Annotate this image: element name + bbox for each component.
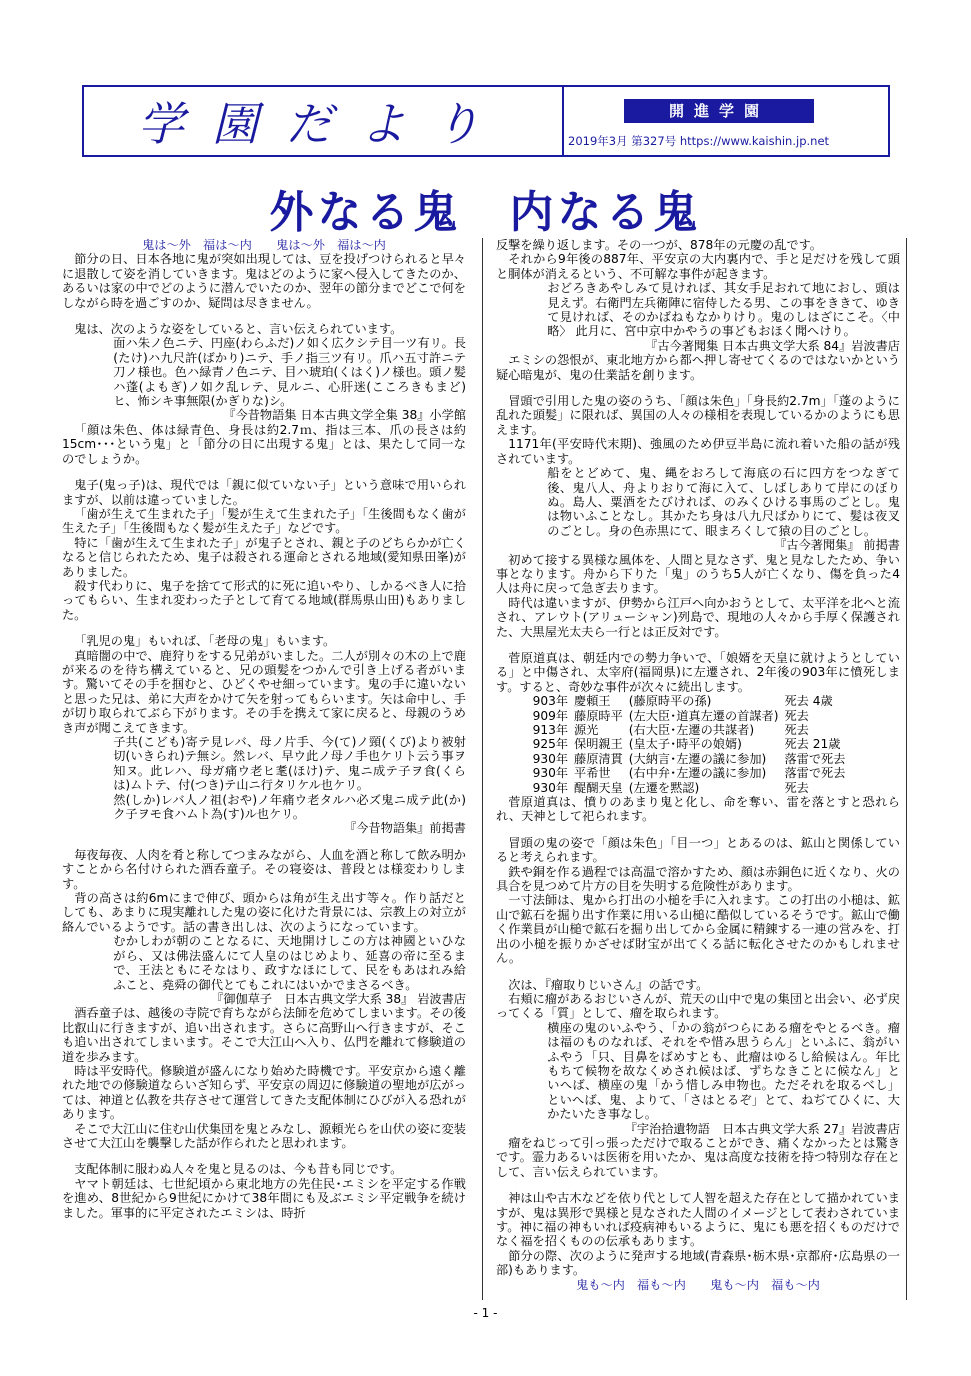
masthead xyxy=(82,85,890,157)
paragraph: それから9年後の887年、平安京の大内裏内で、手と足だけを残して頭と胴体が消えるという、不可解な事件が起きます。 xyxy=(496,252,900,281)
column-divider xyxy=(482,238,483,1300)
death-cell-d: 死去 4歳 xyxy=(784,694,833,709)
paragraph: 初めて接する異様な風体を、人間と見なさず、鬼と見なしたため、争い事となります。舟から下りた「鬼」のうち5人が亡くなり、傷を負った4人は舟に戻って急ぎ去ります。 xyxy=(496,552,900,596)
paragraph: 「顔は朱色、体は緑青色、身長は約2.7ｍ、指は三本、爪の長さは約15cm･･･という鬼」と「節分の日に出現する鬼」とは、果たして同一なのでしょうか。 xyxy=(62,422,466,466)
citation: 『宇治拾遺物語 日本古典文学大系 27』岩波書店 xyxy=(624,1121,900,1136)
quotation: 子共(こども)寄テ見レバ、母ノ片手、今(て)ノ頸(くび)より被射切(いきられ)テ無シ。然レバ、早ウ此ノ母ノ手也ケリト云う事ヲ知ヌ。此レハ、母ガ痛ウ老ヒ耄(ほけ)テ、鬼ニ成テ子ヲ食(くらは)ムトテ、付(つき)テ山ニ行タリケル也ケリ。 xyxy=(113,735,466,793)
issue-info: 2019年3月 第327号 https://www.kaishin.jp.net xyxy=(568,134,830,148)
death-row xyxy=(533,709,852,723)
paragraph: 冒頭で引用した鬼の姿のうち、「顔は朱色」「身長約2.7m」「蓬のように乱れた頭髪」に限れば、異国の人々の様相を表現しているかのようにも思えます。 xyxy=(496,394,900,437)
paragraph: 鉄や銅を作る過程では高温で溶かすため、顔は赤銅色に近くなり、火の具合を見つめて片方の目を失明する危険性があります。 xyxy=(496,864,900,894)
death-cell-y: 930年 xyxy=(532,780,569,795)
death-row xyxy=(533,752,852,766)
death-cell-d: 落雷で死去 xyxy=(784,766,846,781)
paragraph: そこで大江山に住む山伏集団を鬼とみなし、源頼光らを山伏の姿に変装させて大江山を襲撃した話が作られたと思われます。 xyxy=(62,1121,466,1150)
paragraph: 酒呑童子は、越後の寺院で育ちながら法師を危めてしまいます。その後比叡山に行きますが、追い出されます。さらに高野山へ行きますが、そこも追い出されてしまいます。そこで大江山へ入り、仏門を離れて修験道の道を歩みます。 xyxy=(62,1006,466,1064)
citation: 『古今著聞集 日本古典文学大系 84』岩波書店 xyxy=(645,338,900,353)
paragraph: 節分の日、日本各地に鬼が突如出現しては、豆を投げつけられると早々に退散して姿を消していきます。鬼はどのように家へ侵入してきたのか、あるいは家の中でどのように潜んでいたのか、翌年の節分までどこで何をしながら時を過ごすのか、疑問は尽きません。 xyxy=(62,252,466,310)
death-cell-r: (右大臣･左遷の共謀者) xyxy=(628,723,755,737)
right-column-part-b xyxy=(496,795,900,1292)
death-row xyxy=(533,781,852,795)
paragraph: 右頬に瘤があるおじいさんが、荒天の山中で鬼の集団と出会い、必ず戻ってくる「質」として、瘤を取られます。 xyxy=(496,991,900,1021)
death-cell-y: 930年 xyxy=(532,766,569,781)
paragraph-gap xyxy=(62,1150,466,1162)
chant-line: 鬼も～内 福も～内 鬼も～内 福も～内 xyxy=(576,1277,820,1292)
death-row xyxy=(533,694,852,708)
paragraph: 鬼子(鬼っ子)は、現代では「親に似ていない子」という意味で用いられますが、以前は違っていました。 xyxy=(62,478,466,507)
death-cell-n: 醍醐天皇 xyxy=(574,780,623,795)
page-number: - 1 - xyxy=(473,1306,498,1320)
citation: 『古今著聞集』 前掲書 xyxy=(774,538,900,553)
chant-line: 鬼は～外 福は～内 鬼は～外 福は～内 xyxy=(142,238,386,252)
paragraph: 毎夜毎夜、人肉を肴と称してつまみながら、人血を酒と称して飲み明かすことから名付けられた酒呑童子。その寝姿は、普段とは様変わりします。 xyxy=(62,847,466,891)
death-cell-r: (大納言･左遷の議に参加) xyxy=(628,751,767,766)
death-cell-r: (左遷を黙認) xyxy=(628,780,700,795)
quotation: むかしわが朝のことなるに、天地開けしこの方は神國といひながら、又は佛法盛んにて人皇のはじめより、延喜の帝に至るまで、王法ともにそなはり、政すなほにして、民をもあはれみ給ふこと、堯舜の御代とてもこれにはいかでまさるべき。 xyxy=(113,934,466,992)
death-row xyxy=(533,723,852,737)
column-divider xyxy=(906,238,907,1300)
paragraph: 神は山や古木などを依り代として人智を超えた存在として描かれていますが、鬼は異形で異様と見なされた人間のイメージとして表わされています。神に福の神もいれば疫病神もいるように、鬼にも悪を招くものだけでなく福を招くものの伝承もあります。 xyxy=(496,1191,900,1249)
paragraph: エミシの怨恨が、東北地方から都へ押し寄せてくるのではないかという疑心暗鬼が、鬼の仕業話を創ります。 xyxy=(496,353,900,382)
death-cell-y: 930年 xyxy=(532,751,569,766)
death-cell-r: (皇太子･時平の娘婿) xyxy=(628,737,742,752)
death-cell-n: 平希世 xyxy=(574,766,611,781)
newsletter-title: 学園だより xyxy=(84,87,564,155)
death-cell-r: (左大臣･道真左遷の首謀者) xyxy=(628,708,779,723)
paragraph-gap xyxy=(62,836,466,848)
school-name-badge: 開進学園 xyxy=(624,99,814,123)
quotation: 面ハ朱ノ色ニテ、円座(わらふだ)ノ如く広クシテ目一ツ有リ。長(たけ)ハ九尺許(ばかり)ニテ、手ノ指三ツ有リ。爪ハ五寸許ニテ刀ノ様也。色ハ緑青ノ色ニテ、目ハ琥珀(くはく)ノ様也。頭ノ髪ハ蓬(よもぎ)ノ如ク乱レテ、見ルニ、心肝迷(こころきもまど)ヒ、怖シキ事無限(かぎりな)シ。 xyxy=(113,336,466,409)
death-cell-d: 死去 xyxy=(784,723,809,737)
death-cell-n: 藤原時平 xyxy=(574,708,623,723)
paragraph: 支配体制に服わぬ人々を鬼と見るのは、今も昔も同じです。 xyxy=(74,1162,403,1177)
paragraph: 特に「歯が生えて生まれた子」が鬼子とされ、親と子のどちらかが亡くなると信じられたため、鬼子は殺される運命とされる地域(愛知県田峯)がありました。 xyxy=(62,535,466,579)
death-cell-y: 913年 xyxy=(532,723,569,737)
paragraph: 時は平安時代。修験道が盛んになり始めた時機です。平安京から遠く離れた地での修験道ならいざ知らず、平安京の周辺に修験道の聖地が広がっては、神道と仏教を共存させて運営してきた支配体制にひびが入る恐れがあります。 xyxy=(62,1063,466,1122)
quotation: 横座の鬼のいふやう、「かの翁がつらにある瘤をやとるべき。瘤は福のものなれば、それをや惜み思うらん」といふに、翁がいふやう「只、目鼻をばめすとも、此瘤はゆるし給候はん。年比もちて候物を故なくめされ候はば、ずちなきことに候なん」といへば、横座の鬼「かう惜しみ申物也。ただそれを取るべし」といへば、鬼、よりて、「さはとるぞ」とて、ねぢてひくに、大かたいたき事なし。 xyxy=(547,1020,900,1122)
paragraph: 瘤をねじって引っ張っただけで取ることができ、痛くなかったとは驚きです。霊力あるいは医術を用いたか、鬼は高度な技術を持つ特別な存在として、言い伝えられています。 xyxy=(496,1135,900,1179)
paragraph: 菅原道真は、憤りのあまり鬼と化し、命を奪い、雷を落とすと恐れられ、天神として祀られます。 xyxy=(496,795,900,824)
paragraph: 殺す代わりに、鬼子を捨てて形式的に死に追いやり、しかるべき人に拾ってもらい、生まれ変わった子として育てる地域(群馬県山田)もありました。 xyxy=(62,578,466,622)
paragraph-gap xyxy=(496,639,900,651)
citation: 『今昔物語集 日本古典文学全集 38』小学館 xyxy=(223,408,466,423)
death-cell-y: 925年 xyxy=(532,737,569,752)
death-cell-d: 死去 21歳 xyxy=(784,737,841,752)
death-cell-d: 死去 xyxy=(784,708,809,723)
death-cell-n: 慶頼王 xyxy=(574,694,611,709)
death-cell-r: (右中弁･左遷の議に参加) xyxy=(628,766,767,781)
paragraph: 鬼は、次のような姿をしていると、言い伝えられています。 xyxy=(74,322,403,337)
paragraph: 次は、『瘤取りじいさん』の話です。 xyxy=(508,977,709,992)
death-cell-n: 源光 xyxy=(574,723,599,737)
article-column-left xyxy=(62,238,466,1300)
paragraph: ヤマト朝廷は、七世紀頃から東北地方の先住民･エミシを平定する作戦を進め、8世紀から9世紀にかけて38年間にも及ぶエミシ平定戦争を続けました。軍事的に平定されたエミシは、時折 xyxy=(62,1176,466,1220)
paragraph: 反撃を繰り返します。その一つが、878年の元慶の乱です。 xyxy=(496,238,822,252)
paragraph: 菅原道真は、朝廷内での勢力争いで、「娘婿を天皇に就けようとしている」と中傷され、太宰府(福岡県)に左遷され、2年後の903年に憤死します。すると、奇妙な事件が次々に続出します。 xyxy=(496,650,900,694)
death-table xyxy=(533,694,852,795)
death-cell-n: 藤原清貫 xyxy=(574,751,623,766)
death-row xyxy=(533,737,852,751)
death-cell-d: 落雷で死去 xyxy=(784,751,846,766)
citation: 『今昔物語集』前掲書 xyxy=(344,821,466,836)
paragraph-gap xyxy=(496,824,900,836)
paragraph-gap xyxy=(496,1179,900,1191)
right-column-part-a xyxy=(496,238,900,694)
death-cell-d: 死去 xyxy=(784,780,809,795)
paragraph: 背の高さは約6mにまで伸び、頭からは角が生え出す等々。作り話だとしても、あまりに現実離れした鬼の姿に化けた背景には、宗教上の対立が絡んでいるようです。話の書き出しは、次のようになっています。 xyxy=(62,891,466,934)
article-column-right xyxy=(496,238,900,1300)
quotation: おどろきあやしみて見ければ、其女手足おれて地におし、頭は見えず。右衛門左兵衛陣に宿侍したる男、この事をききて、ゆきて見ければ、そのかばねもなかりけり。鬼のしはざにこそ。〈中略〉 此月に、宮中京中かやうの事どもおほく聞へけり。 xyxy=(547,281,900,339)
paragraph: 冒頭の鬼の姿で「顔は朱色」「目一つ」とあるのは、鉱山と関係していると考えられます。 xyxy=(496,835,900,865)
paragraph: 1171年(平安時代末期)、強風のため伊豆半島に流れ着いた船の話が残されています。 xyxy=(496,437,900,466)
death-row xyxy=(533,766,852,780)
paragraph: 節分の際、次のように発声する地域(青森県･栃木県･京都府･広島県の一部)もあります。 xyxy=(496,1248,900,1278)
quotation: 船をとどめて、鬼、縄をおろして海底の石に四方をつなぎて後、鬼八人、舟よりおりて海に入て、しばしありて岸にのぼりぬ。島人、粟酒をたびければ、のみくひける事馬のごとし。鬼は物いふことなし。其かたち身は八九尺ばかりにて、髪は夜叉のごとし。身の色赤黒にて、眼まろくして猿の目のごとし。 xyxy=(547,466,900,538)
paragraph: 「歯が生えて生まれた子」「髪が生えて生まれた子」「生後間もなく歯が生えた子」「生後間もなく髪が生えた子」などです。 xyxy=(62,506,466,536)
article-headline: 外なる鬼 内なる鬼 xyxy=(269,187,702,238)
death-cell-y: 909年 xyxy=(532,708,569,723)
death-cell-y: 903年 xyxy=(532,694,569,709)
death-cell-r: (藤原時平の孫) xyxy=(628,694,712,709)
paragraph: 「乳児の鬼」もいれば、「老母の鬼」もいます。 xyxy=(74,634,336,649)
quotation: 然(しか)レバ人ノ祖(おや)ノ年痛ウ老タルハ必ズ鬼ニ成テ此(か)ク子ヲモ食ハムト為(す)ル也ケリ。 xyxy=(113,792,466,822)
paragraph: 時代は違いますが、伊勢から江戸へ向かおうとして、太平洋を北へと流され、アレウト(アリューシャン)列島で、現地の人々から手厚く保護された、大黒屋光太夫ら一行とは正反対です。 xyxy=(496,595,900,639)
paragraph: 真暗闇の中で、鹿狩りをする兄弟がいました。二人が別々の木の上で鹿が来るのを待ち構えていると、兄の頭髪をつかんで引き上げる者がいます。驚いてその手を掴むと、ひどくやせ細っています。鬼の手に違いないと思った兄は、弟に大声をかけて矢を射ってもらいます。矢は命中し、手が切り取られてぶら下がります。その手を携えて家に戻ると、母親のうめき声が聞こえてきます。 xyxy=(62,648,466,735)
paragraph-gap xyxy=(62,466,466,478)
death-cell-n: 保明親王 xyxy=(574,737,623,752)
paragraph-gap xyxy=(496,382,900,394)
paragraph-gap xyxy=(62,622,466,634)
paragraph-gap xyxy=(496,966,900,978)
citation: 『御伽草子 日本古典文学大系 38』 岩波書店 xyxy=(211,991,466,1006)
paragraph-gap xyxy=(62,310,466,322)
paragraph: 一寸法師は、鬼から打出の小槌を手に入れます。この打出の小槌は、鉱山で鉱石を掘り出す作業に用いる山槌に酷似しているそうです。鉱山で働く作業員が山槌で鉱石を掘り出してから金属に精錬する一連の営みを、打出の小槌を振りかざせば財宝が出てくる話に転化させたのかもしれません。 xyxy=(496,893,900,966)
